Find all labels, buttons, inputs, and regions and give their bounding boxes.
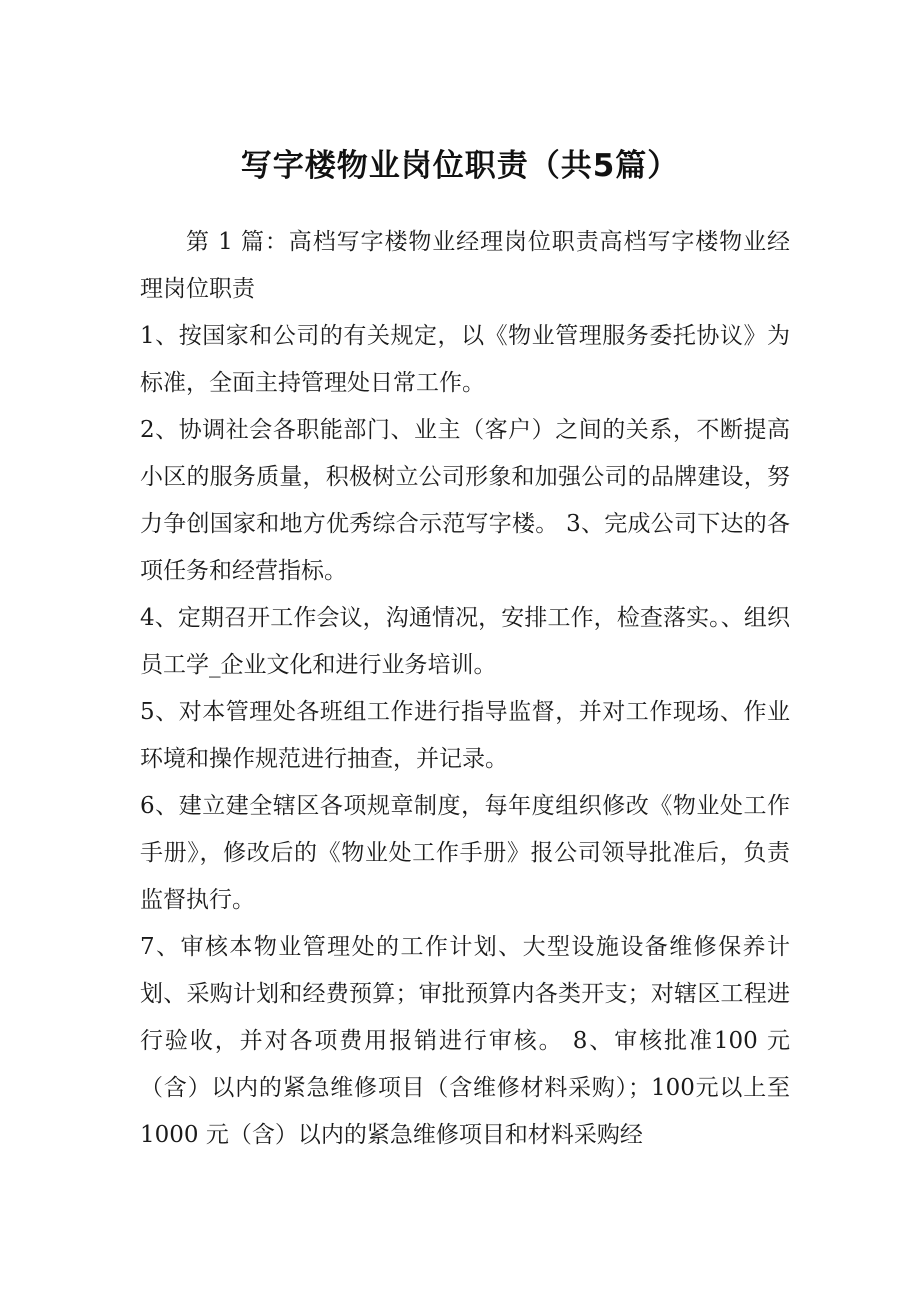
document-title: 写字楼物业岗位职责（共5篇）	[240, 148, 680, 184]
duty-item-7: 7、审核本物业管理处的工作计划、大型设施设备维修保养计划、采购计划和经费预算；审批预算内各类开支；对辖区工程进行验收，并对各项费用报销进行审核。 8、审核批准100 元（含）以内的紧急维修项目（含维修材料采购）；100元以上至 1000 元（含）以内的紧急维修项目和材料采购经	[140, 934, 790, 1148]
duty-item-4: 4、定期召开工作会议，沟通情况，安排工作，检查落实。、组织员工学_企业文化和进行业务培训。	[140, 605, 790, 678]
duty-item-6: 6、建立建全辖区各项规章制度，每年度组织修改《物业处工作手册》，修改后的《物业处工作手册》报公司领导批准后，负责监督执行。	[140, 793, 790, 913]
document-body	[140, 219, 790, 1159]
chapter-heading-paragraph: 第 1 篇：高档写字楼物业经理岗位职责高档写字楼物业经理岗位职责	[140, 229, 790, 302]
duty-item-5: 5、对本管理处各班组工作进行指导监督，并对工作现场、作业环境和操作规范进行抽查，并记录。	[140, 699, 790, 772]
duty-item-2: 2、协调社会各职能部门、业主（客户）之间的关系，不断提高小区的服务质量，积极树立公司形象和加强公司的品牌建设，努力争创国家和地方优秀综合示范写字楼。 3、完成公司下达的各项任务和经营指标。	[140, 417, 790, 584]
duty-item-1: 1、按国家和公司的有关规定，以《物业管理服务委托协议》为标准，全面主持管理处日常工作。	[140, 323, 790, 396]
